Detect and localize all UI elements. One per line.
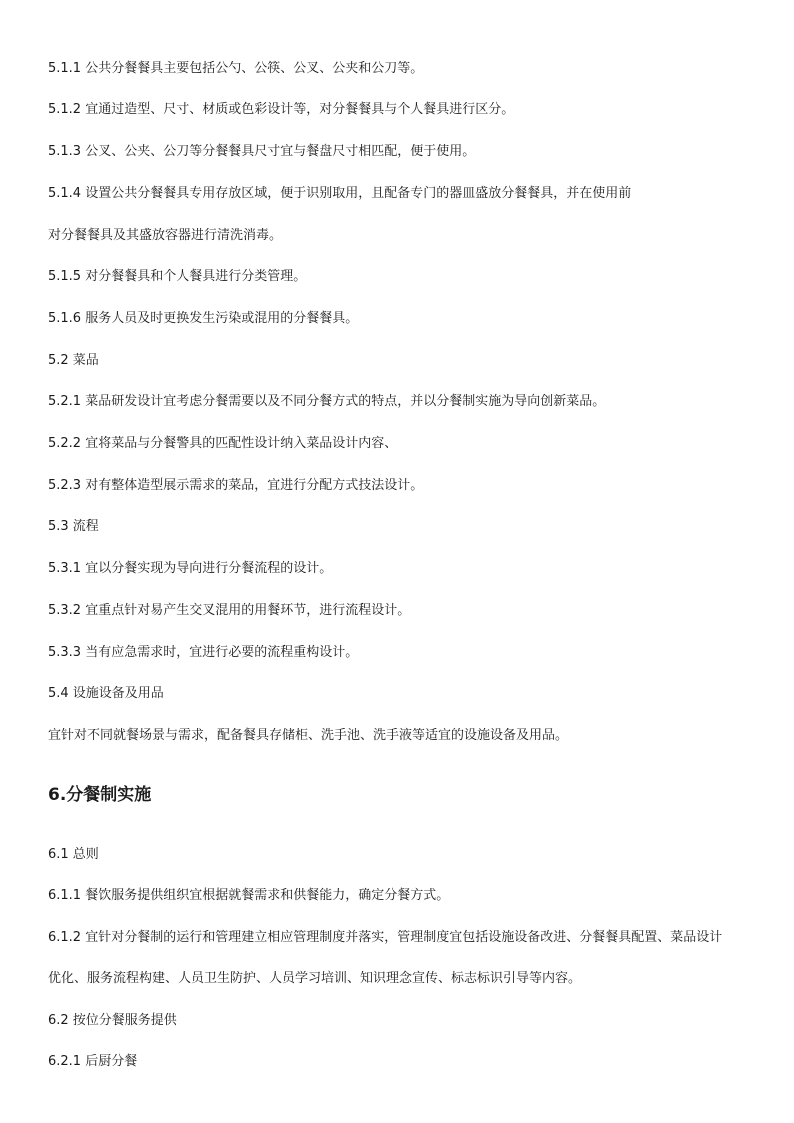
text-line-5-4-body: 宜针对不同就餐场景与需求，配备餐具存储柜、洗手池、洗手液等适宜的设施设备及用品。 xyxy=(48,728,569,743)
section-heading-5-4: 5.4 设施设备及用品 xyxy=(48,686,164,701)
text-line-5-1-6: 5.1.6 服务人员及时更换发生污染或混用的分餐餐具。 xyxy=(48,311,359,326)
text-line-5-1-4: 5.1.4 设置公共分餐餐具专用存放区域，便于识别取用，且配备专门的器皿盛放分餐餐具，并在使用前 xyxy=(48,186,632,201)
text-line-6-1-2: 6.1.2 宜针对分餐制的运行和管理建立相应管理制度并落实，管理制度宜包括设施设备改进、分餐餐具配置、菜品设计 xyxy=(48,930,723,945)
section-heading-5-2: 5.2 菜品 xyxy=(48,353,99,368)
section-heading-6: 6.分餐制实施 xyxy=(48,785,152,805)
text-line-5-1-5: 5.1.5 对分餐餐具和个人餐具进行分类管理。 xyxy=(48,269,307,284)
text-line-5-1-3: 5.1.3 公叉、公夹、公刀等分餐餐具尺寸宜与餐盘尺寸相匹配，便于使用。 xyxy=(48,144,476,159)
section-heading-6-2: 6.2 按位分餐服务提供 xyxy=(48,1013,177,1028)
section-heading-6-1: 6.1 总则 xyxy=(48,847,99,862)
section-heading-5-3: 5.3 流程 xyxy=(48,519,99,534)
text-line-5-3-3: 5.3.3 当有应急需求时，宜进行必要的流程重构设计。 xyxy=(48,645,359,660)
text-line-5-3-2: 5.3.2 宜重点针对易产生交叉混用的用餐环节，进行流程设计。 xyxy=(48,603,411,618)
text-line-5-3-1: 5.3.1 宜以分餐实现为导向进行分餐流程的设计。 xyxy=(48,561,333,576)
text-line-5-2-3: 5.2.3 对有整体造型展示需求的菜品，宜进行分配方式技法设计。 xyxy=(48,478,424,493)
text-line-5-2-1: 5.2.1 菜品研发设计宜考虑分餐需要以及不同分餐方式的特点，并以分餐制实施为导向创新菜品。 xyxy=(48,394,606,409)
section-heading-6-2-1: 6.2.1 后厨分餐 xyxy=(48,1054,138,1069)
text-line-6-1-1: 6.1.1 餐饮服务提供组织宜根据就餐需求和供餐能力，确定分餐方式。 xyxy=(48,888,450,903)
text-line-5-1-4-cont: 对分餐餐具及其盛放容器进行清洗消毒。 xyxy=(48,228,283,243)
text-line-5-2-2: 5.2.2 宜将菜品与分餐警具的匹配性设计纳入菜品设计内容、 xyxy=(48,436,398,451)
text-line-5-1-1: 5.1.1 公共分餐餐具主要包括公勺、公筷、公叉、公夹和公刀等。 xyxy=(48,61,424,76)
text-line-5-1-2: 5.1.2 宜通过造型、尺寸、材质或色彩设计等，对分餐餐具与个人餐具进行区分。 xyxy=(48,102,515,117)
text-line-6-1-2-cont: 优化、服务流程构建、人员卫生防护、人员学习培训、知识理念宣传、标志标识引导等内容。 xyxy=(48,971,582,986)
